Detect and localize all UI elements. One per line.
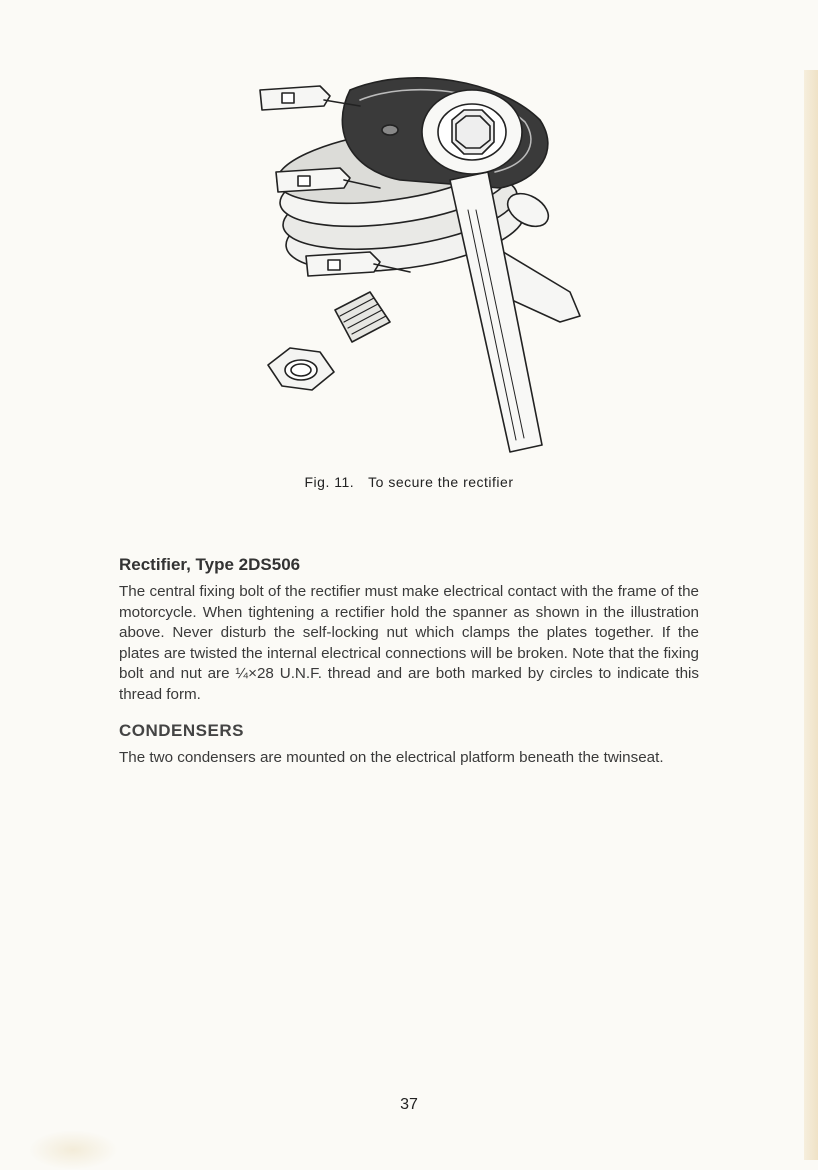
section-heading-condensers: CONDENSERS <box>119 721 244 740</box>
section-heading-rectifier: Rectifier, Type 2DS506 <box>119 555 301 574</box>
rectifier-spanner-drawing <box>240 60 600 460</box>
page-content <box>119 555 699 769</box>
section-body-condensers: The two condensers are mounted on the electrical platform beneath the twinseat. <box>119 749 664 766</box>
page-number: 37 <box>400 1096 418 1113</box>
page-edge-shading <box>804 70 818 1160</box>
section-body-rectifier: The central fixing bolt of the rectifier must make electrical contact with the frame of the motorcycle. When tightening a rectifier hold the spanner as shown in the illustration above. Never disturb the self-locking nut which clamps the plates together. If the plates are twisted the internal electrical connections will be broken. Note that the fixing bolt and nut are ¼×28 U.N.F. thread and are both marked by circles to indicate this thread form. <box>119 583 699 703</box>
rectifier-illustration <box>240 60 600 460</box>
paper-stain <box>28 1130 118 1170</box>
figure-number: Fig. 11. <box>304 474 355 490</box>
figure-caption-text: To secure the rectifier <box>368 474 514 490</box>
figure-caption <box>0 474 818 490</box>
